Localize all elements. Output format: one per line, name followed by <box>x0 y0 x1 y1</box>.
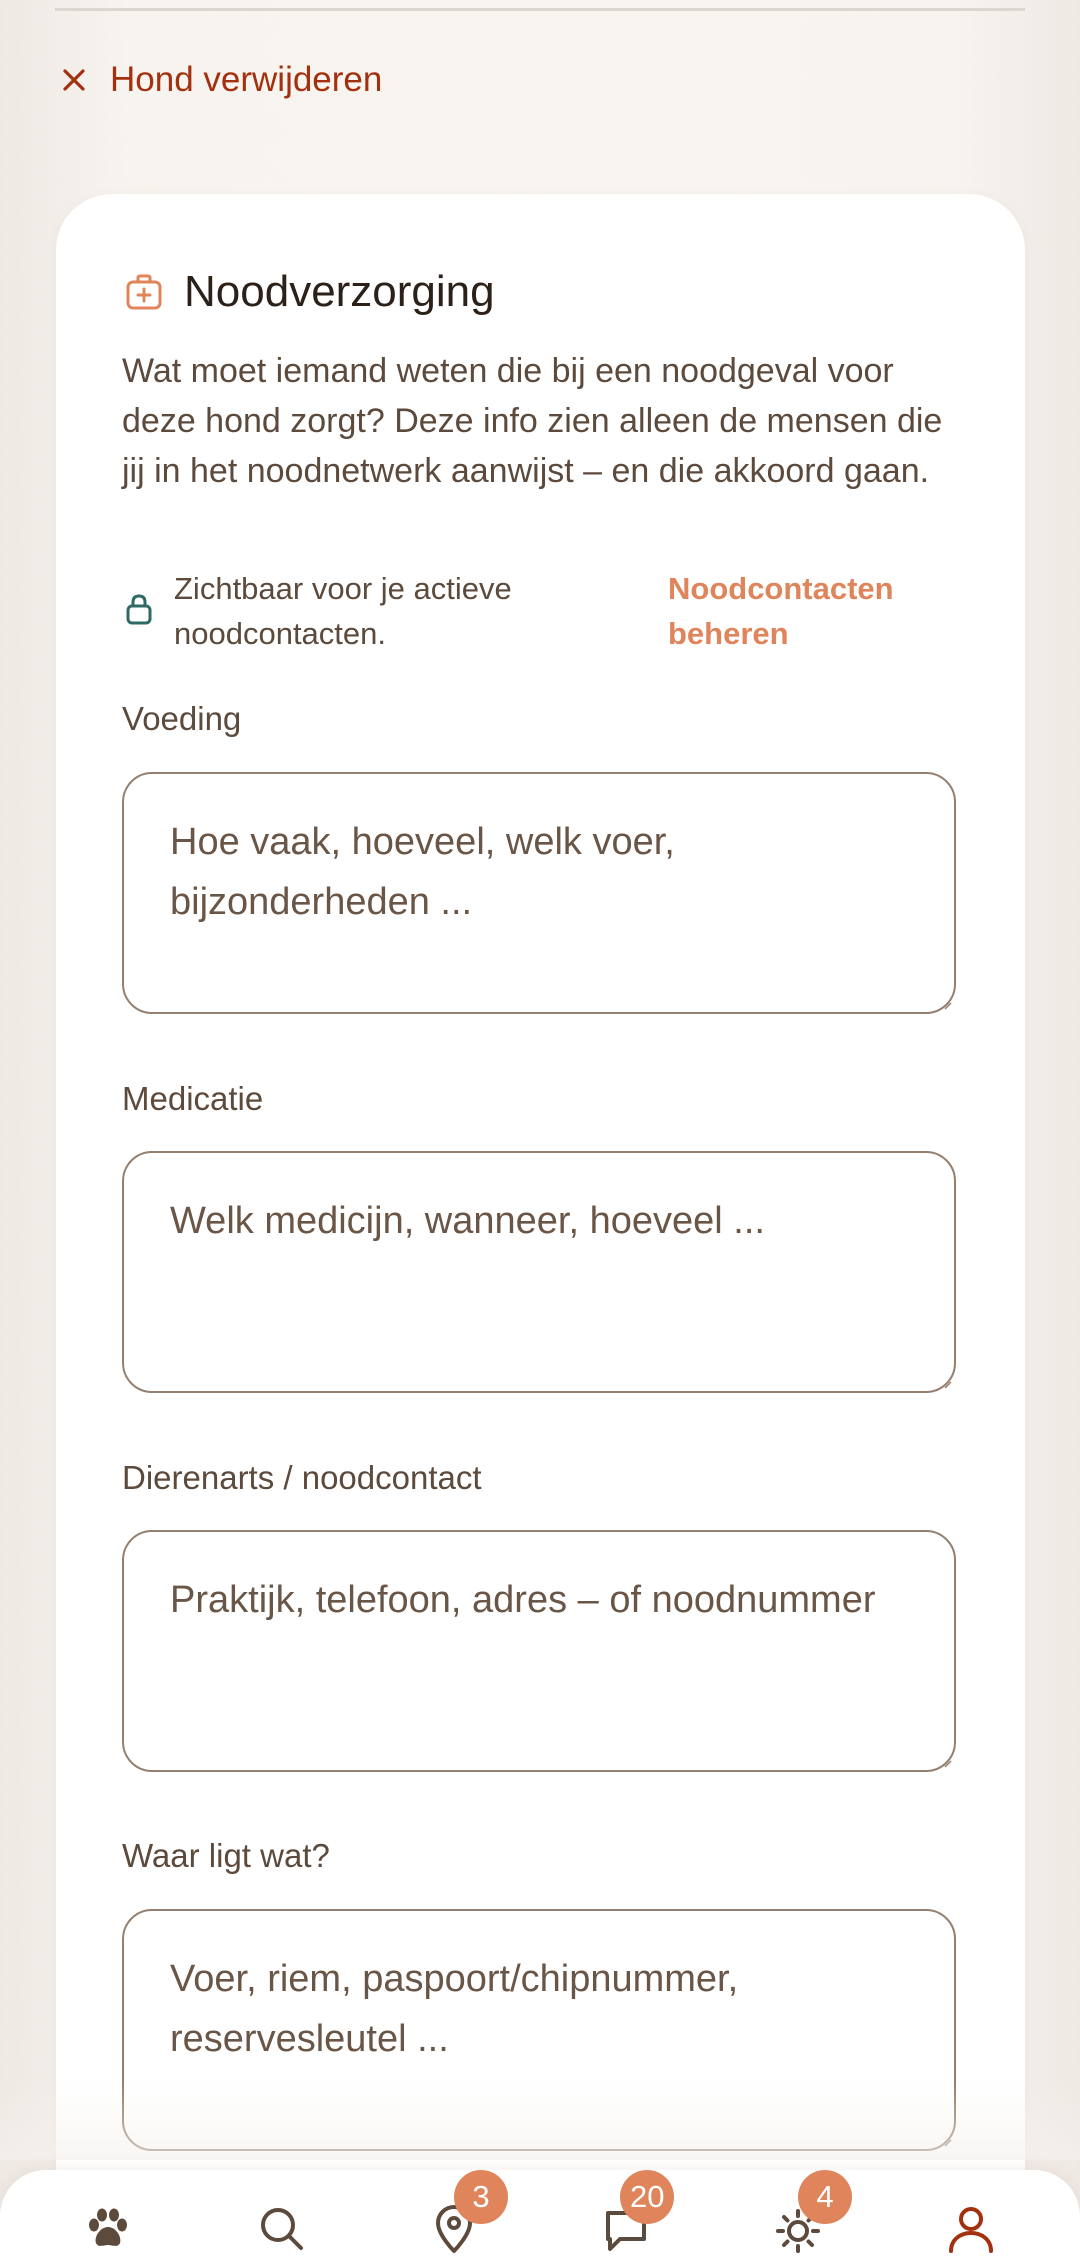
visibility-row <box>124 566 974 662</box>
field-label-where: Waar ligt wat? <box>122 1837 330 1874</box>
search-icon <box>254 2201 310 2257</box>
profile-icon <box>943 2201 999 2257</box>
nav-item-activity[interactable] <box>758 2179 838 2264</box>
manage-emergency-contacts-link[interactable]: Noodcontacten beheren <box>668 571 894 651</box>
bottom-navigation <box>0 2170 1080 2268</box>
resize-grip-icon[interactable] <box>944 1760 952 1768</box>
feeding-textarea[interactable] <box>122 772 956 1014</box>
medication-placeholder: Welk medicijn, wanneer, hoeveel ... <box>170 1200 765 1242</box>
nav-item-search[interactable] <box>242 2194 322 2264</box>
feeding-placeholder: Hoe vaak, hoeveel, welk voer, bijzonderheden ... <box>170 821 675 923</box>
card-description: Wat moet iemand weten die bij een noodgeval voor deze hond zorgt? Deze info zien alleen de mensen die jij in het noodnetwerk aanwijst – en die akkoord gaan. <box>122 352 943 490</box>
emergency-care-card <box>56 194 1025 2268</box>
resize-grip-icon[interactable] <box>944 1002 952 1010</box>
lock-icon <box>124 592 154 626</box>
messages-badge: 20 <box>620 2170 674 2224</box>
medication-textarea[interactable] <box>122 1151 956 1393</box>
paw-icon <box>80 2201 136 2257</box>
nav-item-places[interactable] <box>414 2179 494 2264</box>
vet-contact-textarea[interactable] <box>122 1530 956 1772</box>
card-header <box>124 264 495 320</box>
activity-badge: 4 <box>798 2170 852 2224</box>
vet-contact-placeholder: Praktijk, telefoon, adres – of noodnummer <box>170 1579 876 1621</box>
visibility-text: Zichtbaar voor je actieve noodcontacten. <box>174 571 512 651</box>
nav-item-dogs[interactable] <box>68 2194 148 2264</box>
remove-dog-button[interactable] <box>58 56 382 104</box>
resize-grip-icon[interactable] <box>944 1381 952 1389</box>
where-is-what-placeholder: Voer, riem, paspoort/chipnummer, reservesleutel ... <box>170 1958 739 2060</box>
where-is-what-textarea[interactable] <box>122 1909 956 2151</box>
resize-grip-icon[interactable] <box>944 2139 952 2147</box>
remove-dog-label: Hond verwijderen <box>110 60 383 99</box>
nav-item-profile[interactable] <box>931 2194 1011 2264</box>
nav-item-messages[interactable] <box>586 2179 666 2264</box>
field-label-feeding: Voeding <box>122 700 242 737</box>
card-title: Noodverzorging <box>184 267 495 316</box>
places-badge: 3 <box>454 2170 508 2224</box>
field-label-vet: Dierenarts / noodcontact <box>122 1459 482 1496</box>
field-label-medication: Medicatie <box>122 1080 264 1117</box>
first-aid-kit-icon <box>124 272 164 312</box>
close-icon <box>58 64 90 96</box>
top-divider <box>55 8 1025 11</box>
